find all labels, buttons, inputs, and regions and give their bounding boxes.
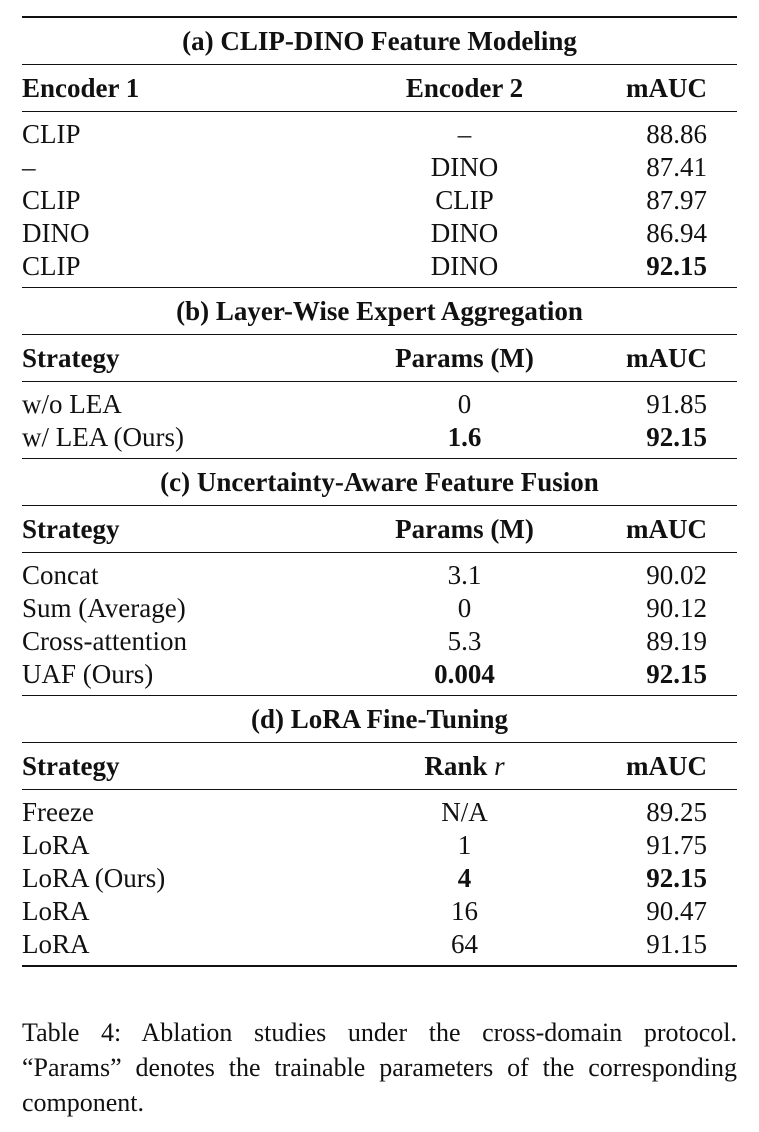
section-b-header: Strategy Params (M) mAUC	[22, 342, 707, 373]
header-mauc: mAUC	[626, 72, 707, 103]
header-encoder-2: Encoder 2	[405, 72, 524, 103]
section-d-rows	[22, 790, 737, 965]
section-c-rows	[22, 553, 737, 695]
table-row: Concat 3.1 90.02	[22, 560, 707, 590]
section-a-title: (a) CLIP-DINO Feature Modeling	[182, 26, 577, 56]
table-row: Freeze N/A 89.25	[22, 797, 707, 827]
ablation-table	[22, 16, 737, 967]
table-row: Sum (Average) 0 90.12	[22, 593, 707, 623]
table-row: LoRA 16 90.47	[22, 896, 707, 926]
table-row: UAF (Ours) 0.004 92.15	[22, 659, 707, 689]
table-row: LoRA (Ours) 4 92.15	[22, 863, 707, 893]
table-row: w/o LEA 0 91.85	[22, 389, 707, 419]
table-row: Cross-attention 5.3 89.19	[22, 626, 707, 656]
table-row: – DINO 87.41	[22, 152, 707, 182]
header-rank: Rank	[424, 750, 488, 781]
header-rank-symbol: r	[494, 750, 505, 781]
section-b-rows	[22, 382, 737, 458]
section-b-title: (b) Layer-Wise Expert Aggregation	[176, 296, 583, 326]
table-row: CLIP DINO 92.15	[22, 251, 707, 281]
section-d-header: Strategy Rank r mAUC	[22, 750, 707, 781]
table-caption: Table 4: Ablation studies under the cross-domain protocol. “Params” denotes the trainable parameters of the corresponding component.	[22, 1018, 737, 1117]
section-c-header: Strategy Params (M) mAUC	[22, 513, 707, 544]
section-d-title: (d) LoRA Fine-Tuning	[250, 704, 509, 734]
header-encoder-1: Encoder 1	[22, 72, 140, 103]
table-row: LoRA 64 91.15	[22, 929, 707, 959]
section-a-header	[22, 65, 737, 111]
table-row: DINO DINO 86.94	[22, 218, 707, 248]
table-row: CLIP – 88.86	[22, 119, 707, 149]
table-row: CLIP CLIP 87.97	[22, 185, 707, 215]
bottom-rule	[22, 965, 737, 967]
section-c-title: (c) Uncertainty-Aware Feature Fusion	[160, 467, 599, 497]
table-row: LoRA 1 91.75	[22, 830, 707, 860]
table-row: w/ LEA (Ours) 1.6 92.15	[22, 422, 707, 452]
section-a-rows	[22, 112, 737, 287]
